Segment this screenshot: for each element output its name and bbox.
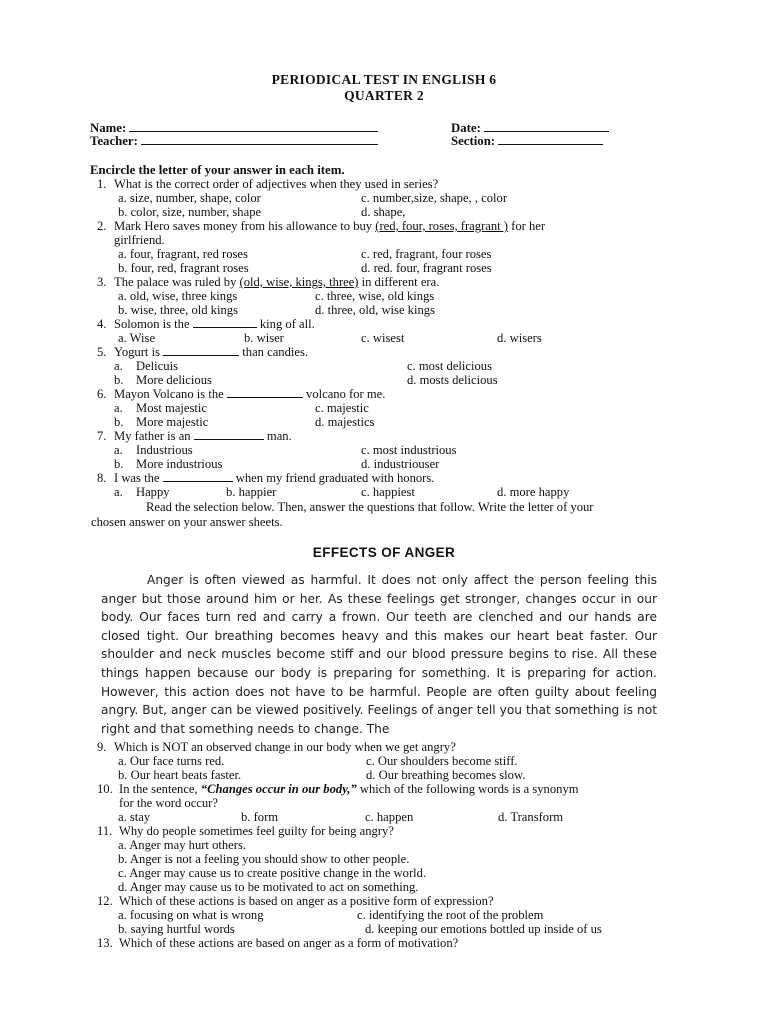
q6-text-pre: Mayon Volcano is the bbox=[114, 387, 227, 401]
q12-option-c[interactable]: c. identifying the root of the problem bbox=[357, 908, 544, 922]
q2-text-post: for her bbox=[508, 219, 546, 233]
q1-number: 1. bbox=[97, 177, 107, 191]
teacher-label: Teacher: bbox=[90, 134, 138, 148]
q5-option-c[interactable]: c. most delicious bbox=[407, 359, 492, 373]
q7-option-a-letter[interactable]: a. bbox=[114, 443, 123, 457]
q3-underlined-words: (old, wise, kings, three) bbox=[239, 275, 359, 289]
test-subtitle: QUARTER 2 bbox=[344, 88, 424, 103]
q10-text-pre: In the sentence, bbox=[119, 782, 201, 796]
q10-quote: “Changes occur in our body,” bbox=[200, 782, 357, 796]
q11-option-d[interactable]: d. Anger may cause us to be motivated to act on something. bbox=[118, 880, 419, 894]
q3-option-c[interactable]: c. three, wise, old kings bbox=[315, 289, 435, 303]
q6-number: 6. bbox=[97, 387, 107, 401]
q9-option-c[interactable]: c. Our shoulders become stiff. bbox=[366, 754, 518, 768]
q11-option-b[interactable]: b. Anger is not a feeling you should show to other people. bbox=[118, 852, 410, 866]
q13-number: 13. bbox=[97, 936, 113, 950]
q9-option-b[interactable]: b. Our heart beats faster. bbox=[118, 768, 242, 782]
q3-text-pre: The palace was ruled by bbox=[114, 275, 240, 289]
q9-option-d[interactable]: d. Our breathing becomes slow. bbox=[366, 768, 526, 782]
q4-blank bbox=[193, 317, 257, 328]
q7-blank bbox=[194, 429, 264, 440]
q5-text-post: than candies. bbox=[239, 345, 309, 359]
q4-option-d[interactable]: d. wisers bbox=[497, 331, 542, 345]
q7-text-pre: My father is an bbox=[114, 429, 194, 443]
q1-option-c[interactable]: c. number,size, shape, , color bbox=[361, 191, 508, 205]
q2-number: 2. bbox=[97, 219, 107, 233]
q5-blank bbox=[163, 345, 239, 356]
q12-number: 12. bbox=[97, 894, 113, 908]
teacher-blank[interactable] bbox=[141, 133, 378, 145]
q5-option-b-letter[interactable]: b. bbox=[114, 373, 124, 387]
q7-option-a[interactable]: Industrious bbox=[136, 443, 193, 457]
q5-text bbox=[114, 345, 308, 359]
q5-number: 5. bbox=[97, 345, 107, 359]
q1-option-d[interactable]: d. shape, bbox=[361, 205, 406, 219]
q10-text-cont: for the word occur? bbox=[119, 796, 218, 810]
section-label: Section: bbox=[451, 134, 496, 148]
reading-instruction-line2: chosen answer on your answer sheets. bbox=[91, 515, 283, 529]
test-title: PERIODICAL TEST IN ENGLISH 6 bbox=[271, 72, 497, 87]
q3-option-a[interactable]: a. old, wise, three kings bbox=[118, 289, 238, 303]
q5-option-d[interactable]: d. mosts delicious bbox=[407, 373, 498, 387]
section-blank[interactable] bbox=[498, 133, 603, 145]
q5-option-a-letter[interactable]: a. bbox=[114, 359, 123, 373]
q11-option-a[interactable]: a. Anger may hurt others. bbox=[118, 838, 247, 852]
q10-option-c[interactable]: c. happen bbox=[365, 810, 414, 824]
name-label: Name: bbox=[90, 121, 127, 135]
q12-option-d[interactable]: d. keeping our emotions bottled up inside of us bbox=[365, 922, 602, 936]
q2-underlined-words: (red, four, roses, fragrant ) bbox=[375, 219, 508, 233]
q12-option-a[interactable]: a. focusing on what is wrong bbox=[118, 908, 264, 922]
q2-text-pre: Mark Hero saves money from his allowance to buy bbox=[114, 219, 376, 233]
q1-text: What is the correct order of adjectives when they used in series? bbox=[114, 177, 439, 191]
q8-option-a-letter[interactable]: a. bbox=[114, 485, 123, 499]
teacher-field bbox=[90, 133, 378, 149]
q7-option-d[interactable]: d. industriouser bbox=[361, 457, 440, 471]
q8-option-b[interactable]: b. happier bbox=[226, 485, 277, 499]
q1-option-a[interactable]: a. size, number, shape, color bbox=[118, 191, 261, 205]
date-blank[interactable] bbox=[484, 120, 609, 132]
q8-option-a[interactable]: Happy bbox=[136, 485, 170, 499]
q2-option-b[interactable]: b. four, red, fragrant roses bbox=[118, 261, 249, 275]
q2-option-a[interactable]: a. four, fragrant, red roses bbox=[118, 247, 248, 261]
q6-option-b[interactable]: More majestic bbox=[136, 415, 209, 429]
q6-option-d[interactable]: d. majestics bbox=[315, 415, 375, 429]
q8-number: 8. bbox=[97, 471, 107, 485]
q2-text bbox=[114, 219, 545, 233]
q6-text-post: volcano for me. bbox=[302, 387, 386, 401]
q7-text bbox=[114, 429, 292, 443]
passage-title: EFFECTS OF ANGER bbox=[312, 545, 456, 560]
q3-option-d[interactable]: d. three, old, wise kings bbox=[315, 303, 435, 317]
q8-blank bbox=[163, 471, 233, 482]
q4-text-post: king of all. bbox=[256, 317, 315, 331]
q4-number: 4. bbox=[97, 317, 107, 331]
q5-option-b[interactable]: More delicious bbox=[136, 373, 212, 387]
q10-option-b[interactable]: b. form bbox=[241, 810, 279, 824]
passage-body bbox=[101, 571, 657, 736]
q2-text-cont: girlfriend. bbox=[114, 233, 165, 247]
passage-text: Anger is often viewed as harmful. It does not only affect the person feeling this anger but those around him or her. As these feelings get stronger, changes occur in our body. Our faces turn red and carry a frown. Our teeth are clenched and our hands are closed tight. Our breathing becomes heavy and this makes our heart beat faster. Our shoulder and neck muscles become stiff and our blood pressure begins to rise. All these things happen because our body is preparing for something. It is preparing for action. However, this action does not have to be harmful. People are often guilty about feeling angry. But, anger can be viewed positively. Feelings of anger tell you that something is not right and that something needs to change. The bbox=[101, 573, 657, 736]
q5-option-a[interactable]: Delicuis bbox=[136, 359, 178, 373]
q13-text: Which of these actions are based on anger as a form of motivation? bbox=[119, 936, 459, 950]
q11-text: Why do people sometimes feel guilty for being angry? bbox=[119, 824, 394, 838]
q7-text-post: man. bbox=[263, 429, 292, 443]
q10-text bbox=[119, 782, 579, 796]
q9-option-a[interactable]: a. Our face turns red. bbox=[118, 754, 225, 768]
q10-option-a[interactable]: a. stay bbox=[118, 810, 151, 824]
q7-option-c[interactable]: c. most industrious bbox=[361, 443, 457, 457]
date-label: Date: bbox=[451, 121, 481, 135]
q9-text: Which is NOT an observed change in our body when we get angry? bbox=[114, 740, 456, 754]
q8-option-c[interactable]: c. happiest bbox=[361, 485, 415, 499]
q3-text bbox=[114, 275, 439, 289]
q4-text bbox=[114, 317, 315, 331]
q6-option-a-letter[interactable]: a. bbox=[114, 401, 123, 415]
q11-number: 11. bbox=[97, 824, 113, 838]
instructions: Encircle the letter of your answer in each item. bbox=[90, 163, 345, 177]
section-field bbox=[451, 133, 603, 149]
q7-option-b-letter[interactable]: b. bbox=[114, 457, 124, 471]
q5-text-pre: Yogurt is bbox=[114, 345, 164, 359]
q7-option-b[interactable]: More industrious bbox=[136, 457, 223, 471]
q8-text bbox=[114, 471, 434, 485]
q11-option-c[interactable]: c. Anger may cause us to create positive change in the world. bbox=[118, 866, 427, 880]
q8-option-d[interactable]: d. more happy bbox=[497, 485, 570, 499]
q4-option-a[interactable]: a. Wise bbox=[118, 331, 156, 345]
q4-option-c[interactable]: c. wisest bbox=[361, 331, 405, 345]
q10-number: 10. bbox=[97, 782, 113, 796]
name-blank[interactable] bbox=[129, 120, 378, 132]
q8-text-pre: I was the bbox=[114, 471, 163, 485]
q6-blank bbox=[227, 387, 303, 398]
q12-option-b[interactable]: b. saying hurtful words bbox=[118, 922, 235, 936]
q4-text-pre: Solomon is the bbox=[114, 317, 193, 331]
q10-text-post: which of the following words is a synonym bbox=[356, 782, 579, 796]
q3-text-post: in different era. bbox=[358, 275, 440, 289]
q7-number: 7. bbox=[97, 429, 107, 443]
q6-option-b-letter[interactable]: b. bbox=[114, 415, 124, 429]
q4-option-b[interactable]: b. wiser bbox=[244, 331, 284, 345]
q2-option-d[interactable]: d. red. four, fragrant roses bbox=[361, 261, 492, 275]
q3-number: 3. bbox=[97, 275, 107, 289]
q8-text-post: when my friend graduated with honors. bbox=[232, 471, 435, 485]
q9-number: 9. bbox=[97, 740, 107, 754]
reading-instruction-line1: Read the selection below. Then, answer the questions that follow. Write the letter of your bbox=[146, 500, 594, 514]
q3-option-b[interactable]: b. wise, three, old kings bbox=[118, 303, 238, 317]
q2-option-c[interactable]: c. red, fragrant, four roses bbox=[361, 247, 492, 261]
q10-option-d[interactable]: d. Transform bbox=[498, 810, 564, 824]
q6-option-c[interactable]: c. majestic bbox=[315, 401, 369, 415]
q6-option-a[interactable]: Most majestic bbox=[136, 401, 208, 415]
q12-text: Which of these actions is based on anger as a positive form of expression? bbox=[119, 894, 494, 908]
q6-text bbox=[114, 387, 385, 401]
q1-option-b[interactable]: b. color, size, number, shape bbox=[118, 205, 262, 219]
